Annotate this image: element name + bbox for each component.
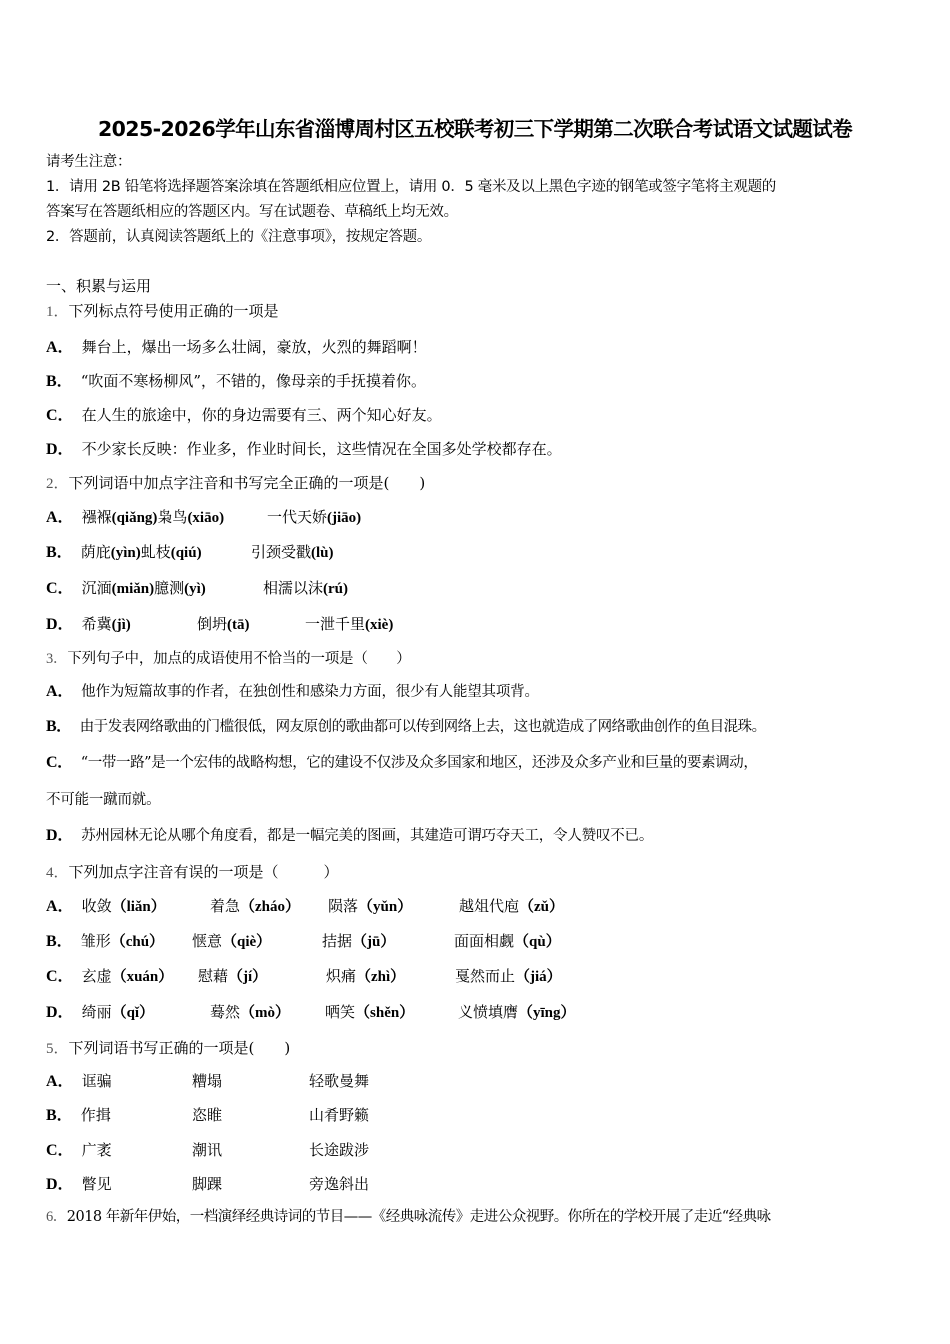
option-letter: D． xyxy=(46,616,74,633)
q5-c-item-3: 长途跋涉 xyxy=(309,1141,370,1159)
option-word: 雏形 xyxy=(80,932,111,950)
q2-option-b xyxy=(46,542,202,563)
option-letter: D． xyxy=(46,1176,74,1193)
question-stem: 下列加点字注音有误的一项是（ ） xyxy=(68,863,339,881)
q4-option-b xyxy=(46,931,164,952)
option-word: 惬意 xyxy=(192,932,223,950)
option-pinyin: (xiāo) xyxy=(187,510,225,526)
q4-d-item-2 xyxy=(210,1002,290,1023)
option-pinyin: (yìn) xyxy=(110,545,141,561)
option-word: 襁褓 xyxy=(81,508,112,526)
question-number: 6． xyxy=(46,1209,67,1225)
q4-c-item-2 xyxy=(198,966,267,987)
option-letter: C． xyxy=(46,968,74,985)
option-letter: A． xyxy=(46,1073,74,1090)
option-word: 玄虚 xyxy=(81,967,112,985)
q1-option-c xyxy=(46,405,442,426)
q4-a-item-2 xyxy=(210,896,300,917)
option-word: 哂笑 xyxy=(325,1003,356,1021)
option-pinyin: (jì) xyxy=(111,617,131,633)
option-letter: D． xyxy=(46,827,74,844)
option-word: 戛然而止 xyxy=(455,967,516,985)
option-word: 陨落 xyxy=(328,897,359,915)
q4-c-item-4 xyxy=(455,966,562,987)
option-letter: B． xyxy=(46,373,73,390)
option-letter: A． xyxy=(46,509,74,526)
question-stem: 2018 年新年伊始，一档演绎经典诗词的节目——《经典咏流传》走进公众视野。你所在的学校开展了走近“经典咏 xyxy=(66,1209,771,1225)
option-pinyin: （zǔ） xyxy=(519,899,565,915)
question-number: 1． xyxy=(46,304,69,320)
option-word: 一代天娇 xyxy=(267,508,328,526)
option-pinyin: (qiú) xyxy=(170,545,202,561)
option-word: 越俎代庖 xyxy=(459,897,520,915)
q1-option-b xyxy=(46,371,426,392)
q4-a-item-4 xyxy=(459,896,564,917)
option-text: 苏州园林无论从哪个角度看，都是一幅完美的图画，其建造可谓巧夺天工，令人赞叹不已。 xyxy=(81,828,654,844)
option-letter: B． xyxy=(46,718,72,735)
option-pinyin: (yì) xyxy=(184,581,206,597)
option-pinyin: （qù） xyxy=(514,934,561,950)
q2-option-d xyxy=(46,614,131,635)
option-word: 炽痛 xyxy=(326,967,357,985)
q4-d-item-4 xyxy=(458,1002,576,1023)
q5-d-item-3: 旁逸斜出 xyxy=(309,1175,370,1193)
option-word: 瞥见 xyxy=(81,1175,112,1193)
option-pinyin: （jū） xyxy=(352,934,396,950)
q1-option-a xyxy=(46,337,427,358)
q5-option-d xyxy=(46,1174,112,1195)
option-word: 绮丽 xyxy=(81,1003,112,1021)
question-number: 5． xyxy=(46,1041,69,1057)
q4-option-c xyxy=(46,966,173,987)
option-letter: D． xyxy=(46,1004,74,1021)
option-letter: A． xyxy=(46,339,74,356)
q5-b-item-2: 恣睢 xyxy=(192,1106,223,1124)
question-1 xyxy=(46,301,279,322)
option-word: 一泄千里 xyxy=(305,615,366,633)
option-letter: B． xyxy=(46,544,73,561)
option-pinyin: (xiè) xyxy=(365,617,394,633)
q5-c-item-2: 潮讯 xyxy=(192,1141,223,1159)
option-word: 倒坍 xyxy=(197,615,228,633)
option-letter: C． xyxy=(46,407,74,424)
notice-heading: 请考生注意： xyxy=(46,154,132,170)
notice-line-1: 1．请用 2B 铅笔将选择题答案涂填在答题纸相应位置上，请用 0．5 毫米及以上黑色字迹的钢笔或签字笔将主观题的 xyxy=(46,179,776,195)
option-letter: B． xyxy=(46,1107,73,1124)
option-text: “吹面不寒杨柳风”，不错的，像母亲的手抚摸着你。 xyxy=(80,372,427,390)
option-letter: C． xyxy=(46,580,74,597)
q3-option-a xyxy=(46,682,539,702)
option-pinyin: (miǎn) xyxy=(111,581,155,597)
question-stem: 下列词语中加点字注音和书写完全正确的一项是( ) xyxy=(68,474,426,492)
notice-line-2: 2．答题前，认真阅读答题纸上的《注意事项》，按规定答题。 xyxy=(46,229,432,245)
question-4 xyxy=(46,862,339,883)
option-word: 广袤 xyxy=(81,1141,112,1159)
option-word: 相濡以沫 xyxy=(263,579,324,597)
q2-c-item-3 xyxy=(263,578,348,599)
q4-d-item-3 xyxy=(325,1002,414,1023)
section-heading: 一、积累与运用 xyxy=(46,277,152,295)
option-pinyin: (jiāo) xyxy=(327,510,362,526)
option-text: “一带一路”是一个宏伟的战略构想，它的建设不仅涉及众多国家和地区，还涉及众多产业和巨量的要素调动， xyxy=(80,755,758,771)
q5-a-item-3: 轻歌曼舞 xyxy=(309,1072,370,1090)
option-word: 面面相觑 xyxy=(454,932,515,950)
q1-option-d xyxy=(46,439,562,460)
q2-d-item-3 xyxy=(305,614,393,635)
option-letter: D． xyxy=(46,441,74,458)
q5-a-item-2: 糟塌 xyxy=(192,1072,223,1090)
q4-c-item-3 xyxy=(326,966,405,987)
question-6 xyxy=(46,1207,771,1227)
q4-option-d xyxy=(46,1002,154,1023)
option-text: 他作为短篇故事的作者，在独创性和感染力方面，很少有人能望其项背。 xyxy=(81,684,539,700)
option-letter: A． xyxy=(46,898,74,915)
option-word: 收敛 xyxy=(81,897,112,915)
q4-b-item-2 xyxy=(192,931,271,952)
question-number: 3． xyxy=(46,651,68,667)
question-3 xyxy=(46,649,411,669)
option-word: 慰藉 xyxy=(198,967,229,985)
option-pinyin: （liǎn） xyxy=(111,899,166,915)
option-text: 舞台上，爆出一场多么壮阔，豪放，火烈的舞蹈啊！ xyxy=(81,338,427,356)
option-word: 荫庇 xyxy=(80,543,111,561)
option-word: 义愤填膺 xyxy=(458,1003,519,1021)
q5-option-a xyxy=(46,1071,112,1092)
q3-option-c-cont: 不可能一蹴而就。 xyxy=(46,792,161,808)
q3-option-d xyxy=(46,826,653,846)
q3-option-c xyxy=(46,753,758,773)
q4-option-a xyxy=(46,896,166,917)
option-pinyin: （chú） xyxy=(110,934,165,950)
option-word: 着急 xyxy=(210,897,241,915)
option-pinyin: （qǐ） xyxy=(111,1005,155,1021)
option-text: 由于发表网络歌曲的门槛很低，网友原创的歌曲都可以传到网络上去，这也就造成了网络歌曲创作的鱼目混珠。 xyxy=(79,719,766,735)
option-text: 不少家长反映：作业多，作业时间长，这些情况在全国多处学校都存在。 xyxy=(81,440,562,458)
option-pinyin: （yīng） xyxy=(518,1005,576,1021)
option-pinyin: （shěn） xyxy=(355,1005,415,1021)
question-stem: 下列词语书写正确的一项是( ) xyxy=(68,1039,291,1057)
option-pinyin: （zhì） xyxy=(356,969,406,985)
option-pinyin: (qiǎng) xyxy=(111,510,158,526)
option-word: 蓦然 xyxy=(210,1003,241,1021)
q2-d-item-2 xyxy=(197,614,250,635)
option-word: 沉湎 xyxy=(81,579,112,597)
q5-b-item-3: 山肴野籁 xyxy=(309,1106,370,1124)
question-5 xyxy=(46,1038,290,1059)
question-stem: 下列句子中，加点的成语使用不恰当的一项是（ ） xyxy=(67,651,411,667)
question-2 xyxy=(46,473,425,494)
option-pinyin: （zháo） xyxy=(240,899,301,915)
option-pinyin: （jiá） xyxy=(515,969,562,985)
option-pinyin: （yǔn） xyxy=(358,899,413,915)
q4-b-item-4 xyxy=(454,931,561,952)
option-word: 诓骗 xyxy=(81,1072,112,1090)
option-word: 作揖 xyxy=(80,1106,111,1124)
option-word: 希冀 xyxy=(81,615,112,633)
option-pinyin: （mò） xyxy=(240,1005,291,1021)
option-pinyin: （xuán） xyxy=(111,969,174,985)
notice-line-1-cont: 答案写在答题纸相应的答题区内。写在试题卷、草稿纸上均无效。 xyxy=(46,204,458,220)
option-pinyin: (rú) xyxy=(323,581,349,597)
q5-option-c xyxy=(46,1140,112,1161)
option-pinyin: (lù) xyxy=(311,545,334,561)
page-title: 2025-2026学年山东省淄博周村区五校联考初三下学期第二次联合考试语文试题试卷 xyxy=(97,117,853,141)
q5-d-item-2: 脚踝 xyxy=(192,1175,223,1193)
option-letter: B． xyxy=(46,933,73,950)
q3-option-b xyxy=(46,717,766,737)
question-number: 2． xyxy=(46,476,69,492)
q4-b-item-3 xyxy=(322,931,395,952)
q2-option-c xyxy=(46,578,206,599)
option-word: 拮据 xyxy=(322,932,353,950)
option-pinyin: (tā) xyxy=(227,617,250,633)
option-word: 引颈受戳 xyxy=(251,543,312,561)
option-pinyin: （qiè） xyxy=(222,934,272,950)
q2-a-item-3 xyxy=(267,507,361,528)
q2-b-item-3 xyxy=(251,542,334,563)
option-word: 虬枝 xyxy=(140,543,171,561)
option-word: 枭鸟 xyxy=(157,508,188,526)
q4-a-item-3 xyxy=(328,896,412,917)
option-letter: A． xyxy=(46,683,74,700)
option-word: 臆测 xyxy=(154,579,185,597)
option-text: 在人生的旅途中，你的身边需要有三、两个知心好友。 xyxy=(81,406,442,424)
q5-option-b xyxy=(46,1105,111,1126)
question-number: 4． xyxy=(46,865,69,881)
q2-option-a xyxy=(46,507,224,528)
question-stem: 下列标点符号使用正确的一项是 xyxy=(68,302,279,320)
option-letter: C． xyxy=(46,754,73,771)
option-letter: C． xyxy=(46,1142,74,1159)
option-pinyin: （jí） xyxy=(228,969,268,985)
